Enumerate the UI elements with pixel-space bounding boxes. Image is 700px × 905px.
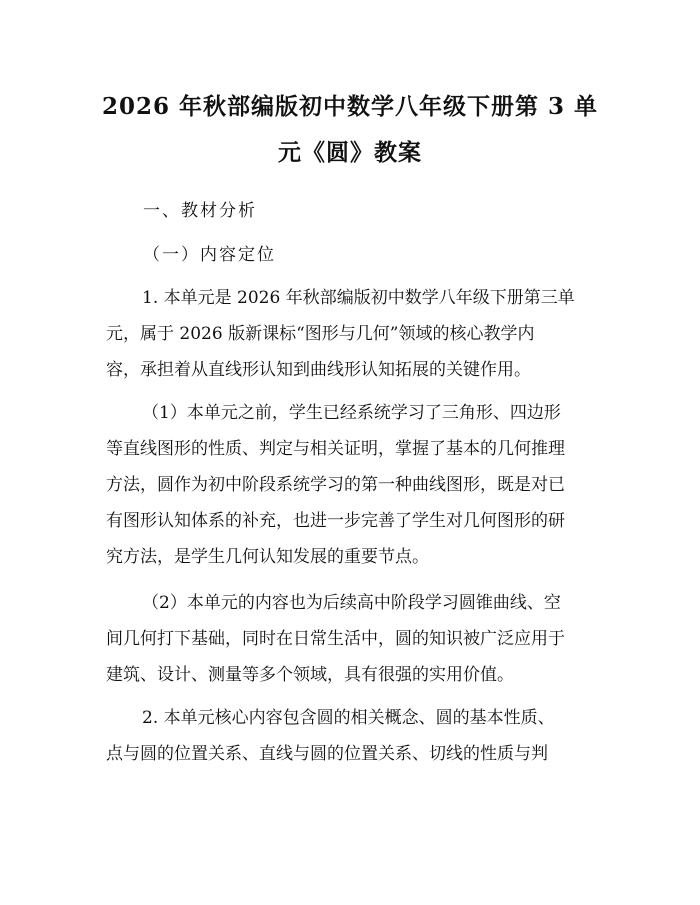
paragraph-core-content (106, 700, 602, 772)
paragraph-line: 有图形认知体系的补充，也进一步完善了学生对几何图形的研 (106, 511, 565, 531)
paragraph-line: （2）本单元的内容也为后续高中阶段学习圆锥曲线、空 (142, 593, 561, 613)
paragraph-prior-knowledge (106, 395, 602, 575)
paragraph-line: 2. 本单元核心内容包含圆的相关概念、圆的基本性质、 (142, 708, 555, 728)
paragraph-line: 间几何打下基础，同时在日常生活中，圆的知识被广泛应用于 (106, 629, 565, 649)
paragraph-line: 元，属于 2026 版新课标“图形与几何”领域的核心教学内 (106, 324, 535, 344)
paragraph-line: 等直线图形的性质、判定与相关证明，掌握了基本的几何推理 (106, 439, 565, 459)
paragraph-line: 点与圆的位置关系、直线与圆的位置关系、切线的性质与判 (106, 744, 548, 764)
paragraph-future-foundation (106, 585, 602, 693)
paragraph-line: 容，承担着从直线形认知到曲线形认知拓展的关键作用。 (106, 360, 531, 380)
subsection-heading-content-positioning: （一）内容定位 (143, 245, 276, 265)
paragraph-line: 方法，圆作为初中阶段系统学习的第一种曲线图形，既是对已 (106, 475, 565, 495)
paragraph-line: 1. 本单元是 2026 年秋部编版初中数学八年级下册第三单 (142, 288, 575, 308)
paragraph-line: （1）本单元之前，学生已经系统学习了三角形、四边形 (142, 403, 561, 423)
document-title-line-1: 2026 年秋部编版初中数学八年级下册第 3 单 (101, 93, 599, 120)
section-heading-textbook-analysis: 一、教材分析 (143, 201, 257, 221)
paragraph-line: 建筑、设计、测量等多个领域，具有很强的实用价值。 (106, 665, 514, 685)
paragraph-line: 究方法，是学生几何认知发展的重要节点。 (106, 547, 429, 567)
document-title-line-2: 元《圆》教案 (278, 139, 422, 166)
paragraph-unit-overview (106, 280, 602, 388)
